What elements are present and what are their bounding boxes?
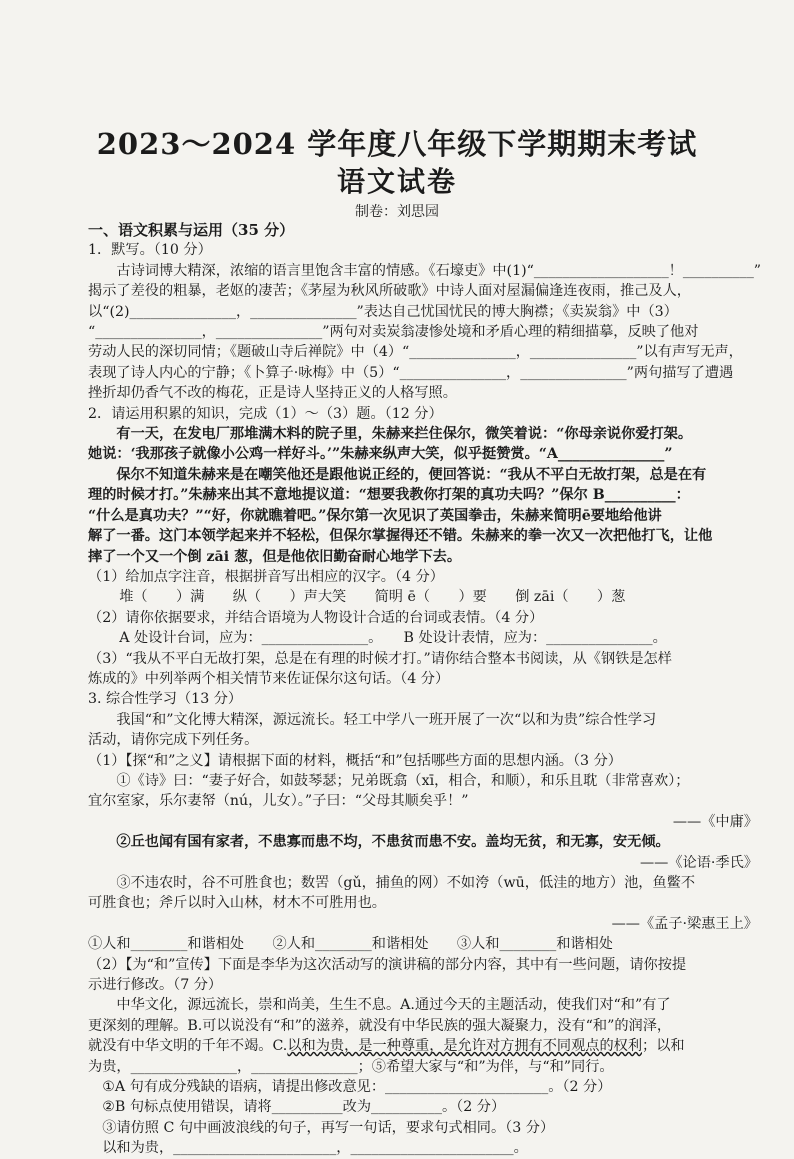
q1-line: 劳动人民的深切同情；《题破山寺后禅院》中（4）“_______________，_______________”以有声写无声，: [88, 344, 743, 361]
task2-heading: 示进行修改。（7 分）: [88, 977, 223, 994]
q2-passage-line: 摔了一个又一个倒 zāi 葱，但是他依旧勤奋耐心地学下去。: [88, 548, 462, 565]
exam-subtitle: 语文试卷: [336, 165, 457, 198]
speech-line: 更深刻的理解。B.可以说没有“和”的滋养，就没有中华民族的强大凝聚力，没有“和”的润泽，: [88, 1017, 672, 1034]
q2-sub1-items: 堆（ ）满 纵（ ）声大笑 简明 ē（ ）要 倒 zāi（ ）葱: [119, 589, 626, 606]
material-3-line: 可胜食也；斧斤以时入山林，材木不可胜用也。: [88, 895, 386, 912]
speech-line: [88, 1036, 768, 1056]
task2-revision-1: ①A 句有成分残缺的语病，请提出修改意见：_______________________。（2 分）: [102, 1079, 612, 1096]
material-3-source: ——《孟子·梁惠王上》: [611, 915, 758, 932]
question-3-heading: 3. 综合性学习（13 分）: [88, 691, 243, 708]
q2-passage-line: 保尔不知道朱赫来是在嘲笑他还是跟他说正经的，便回答说：“我从不平白无故打架，总是在有: [116, 466, 707, 483]
question-1-heading: 1．默写。（10 分）: [88, 242, 212, 259]
exam-content: [88, 220, 768, 1159]
q2-passage-line: 解了一番。这门本领学起来并不轻松，但保尔掌握得还不错。朱赫来的拳一次又一次把他打飞，让他: [88, 528, 713, 545]
q1-line: 挫折却仍香气不改的梅花，正是诗人坚持正义的人格写照。: [88, 385, 457, 402]
question-2-heading: 2．请运用积累的知识，完成（1）～（3）题。（12 分）: [88, 405, 443, 422]
q2-passage-line: “什么是真功夫？”“好，你就瞧着吧。”保尔第一次见识了英国拳击，朱赫来简明ē要地给他讲: [88, 507, 662, 524]
q2-passage-line: 有一天，在发电厂那堆满木料的院子里，朱赫来拦住保尔，微笑着说：“你母亲说你爱打架。: [116, 426, 693, 443]
q1-line: 揭示了差役的粗暴，老妪的凄苦；《茅屋为秋风所破歌》中诗人面对屋漏偏逢连夜雨，推己及人，: [88, 283, 691, 300]
material-1-line: 宜尔室家，乐尔妻帑（nú，儿女）。”子曰：“父母其顺矣乎！”: [88, 793, 469, 810]
q2-passage-line: 理的时候才打。”朱赫来出其不意地提议道：“想要我教你打架的真功夫吗？”保尔 B__________：: [88, 487, 690, 504]
material-2-source: ——《论语·季氏》: [639, 854, 758, 871]
speech-line: 为贵，_______________，_______________；⑤希望大家与“和”为伴，与“和”同行。: [88, 1058, 614, 1075]
material-1-line: ①《诗》曰：“妻子好合，如鼓琴瑟；兄弟既翕（xī，相合，和顺），和乐且耽（非常喜欢）；: [116, 772, 690, 789]
q3-intro-line: 我国“和”文化博大精深，源远流长。轻工中学八一班开展了一次“以和为贵”综合性学习: [116, 711, 657, 728]
exam-author: 制卷：刘思园: [355, 204, 439, 220]
section-heading: 一、语文积累与运用（35 分）: [88, 221, 295, 239]
q1-line: 表现了诗人内心的宁静；《卜算子·咏梅》中（5）“_______________，_______________”两句描写了遭遇: [88, 364, 734, 381]
q2-sub2-fill: A 处设计台词，应为：_______________。 B 处设计表情，应为：_______________。: [119, 630, 667, 647]
q2-sub3-line: 炼成的》中列举两个相关情节来佐证保尔这句话。（4 分）: [88, 670, 450, 687]
speech-c-end: ；以和: [642, 1038, 685, 1055]
q2-sub3-line: （3）“我从不平白无故打架，总是在有理的时候才打。”请你结合整本书阅读，从《钢铁是怎样: [88, 650, 672, 667]
q2-sub1-text: （1）给加点字注音，根据拼音写出相应的汉字。（4 分）: [88, 568, 444, 585]
task2-revision-2: ②B 句标点使用错误，请将__________改为__________。（2 分）: [102, 1099, 506, 1116]
q1-line: 以“(2)_______________，_______________”表达自己忧国忧民的博大胸襟；《卖炭翁》中（3）: [88, 303, 678, 320]
speech-c-wavy-sentence: 以和为贵，是一种尊重，是允许对方拥有不同观点的权利: [287, 1038, 643, 1055]
exam-title: 2023～2024 学年度八年级下学期期末考试: [96, 127, 698, 161]
q3-intro-line: 活动，请你完成下列任务。: [88, 732, 259, 749]
q1-line: “_______________，_______________”两句对卖炭翁凄惨处境和矛盾心理的精细描摹，反映了他对: [88, 324, 699, 341]
speech-line: 中华文化，源远流长，崇和尚美，生生不息。A.通过今天的主题活动，使我们对“和”有了: [116, 997, 671, 1014]
q1-line: 古诗词博大精深，浓缩的语言里饱含丰富的情感。《石壕吏》中(1)“___________________！__________”: [116, 262, 762, 279]
task2-revision-answer: 以和为贵，_______________________，_______________________。: [102, 1140, 528, 1157]
material-2-line: ②丘也闻有国有家者，不患寡而患不均，不患贫而患不安。盖均无贫，和无寡，安无倾。: [116, 834, 670, 851]
material-1-source: ——《中庸》: [672, 813, 758, 830]
q2-sub2-text: （2）请你依据要求，并结合语境为人物设计合适的台词或表情。（4 分）: [88, 609, 544, 626]
task2-heading: （2）【为“和”宣传】下面是李华为这次活动写的演讲稿的部分内容，其中有一些问题，请你按提: [88, 956, 687, 973]
task1-answers: ①人和________和谐相处 ②人和________和谐相处 ③人和________和谐相处: [88, 936, 613, 953]
speech-c-start: 就没有中华文明的千年不竭。C.: [88, 1038, 288, 1055]
task2-revision-3: ③请仿照 C 句中画波浪线的句子，再写一句话，要求句式相同。（3 分）: [102, 1119, 555, 1136]
q2-passage-line: 她说：‘我那孩子就像小公鸡一样好斗。’”朱赫来纵声大笑，似乎挺赞赏。“A_______________”: [88, 446, 673, 463]
q3-task1-heading: （1）【探“和”之义】请根据下面的材料，概括“和”包括哪些方面的思想内涵。（3 分）: [88, 752, 622, 769]
material-3-line: ③不违农时，谷不可胜食也；数罟（gǔ，捕鱼的网）不如洿（wū，低洼的地方）池，鱼鳖不: [116, 875, 696, 891]
